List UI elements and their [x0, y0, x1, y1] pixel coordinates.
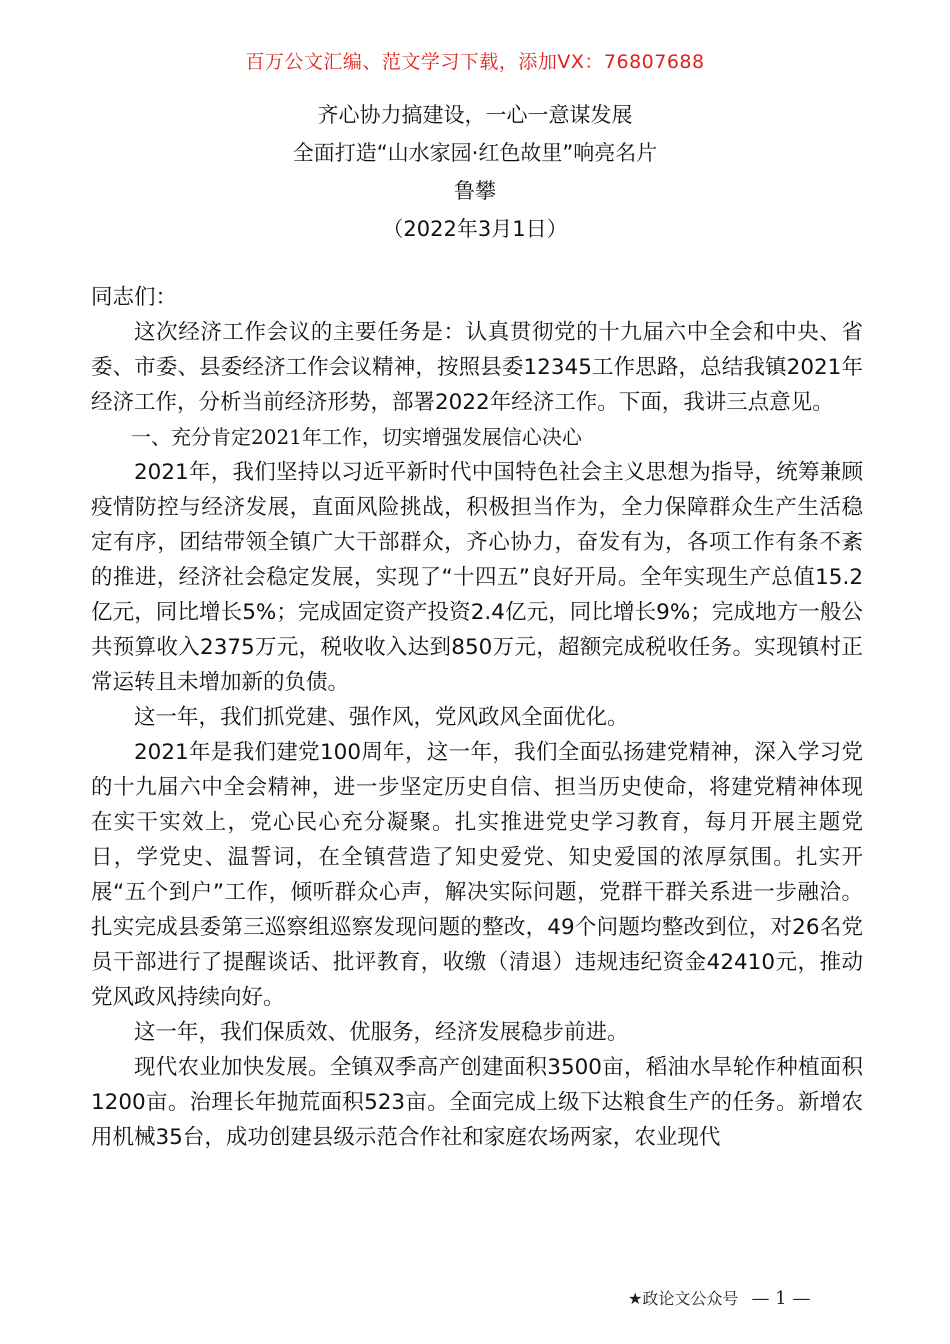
promo-banner: 百万公文汇编、范文学习下载，添加VX：76807688	[245, 51, 705, 73]
title-block	[0, 96, 950, 248]
paragraph-2021-summary: 2021年，我们坚持以习近平新时代中国特色社会主义思想为指导，统筹兼顾疫情防控与经济发展，直面风险挑战，积极担当作为，全力保障群众生产生活稳定有序，团结带领全镇广大干部群众，齐心协力，奋发有为，各项工作有条不紊的推进，经济社会稳定发展，实现了“十四五”良好开局。全年实现生产总值15.2亿元，同比增长5%；完成固定资产投资2.4亿元，同比增长9%；完成地方一般公共预算收入2375万元，税收收入达到850万元，超额完成税收任务。实现镇村正常运转且未增加新的负债。	[91, 460, 863, 695]
title-line-1: 齐心协力搞建设，一心一意谋发展	[317, 103, 633, 127]
title-line-2: 全面打造“山水家园·红色故里”响亮名片	[292, 141, 658, 165]
salutation: 同志们：	[91, 285, 178, 310]
paragraph-agriculture: 现代农业加快发展。全镇双季高产创建面积3500亩，稻油水旱轮作种植面积1200亩。治理长年抛荒面积523亩。全面完成上级下达粮食生产的任务。新增农用机械35台，成功创建县级示范合作社和家庭农场两家，农业现代	[91, 1055, 863, 1150]
section-heading-1: 一、充分肯定2021年工作，切实增强发展信心决心	[131, 425, 582, 449]
paragraph-intro: 这次经济工作会议的主要任务是：认真贯彻党的十九届六中全会和中央、省委、市委、县委经济工作会议精神，按照县委12345工作思路，总结我镇2021年经济工作，分析当前经济形势，部署2022年经济工作。下面，我讲三点意见。	[91, 320, 863, 415]
page-number: — 1 —	[751, 1288, 811, 1309]
body-text	[91, 280, 863, 1155]
paragraph-economy-lead: 这一年，我们保质效、优服务，经济发展稳步前进。	[134, 1020, 629, 1045]
paragraph-party-building: 2021年是我们建党100周年，这一年，我们全面弘扬建党精神，深入学习党的十九届六中全会精神，进一步坚定历史自信、担当历史使命，将建党精神体现在实干实效上，党心民心充分凝聚。扎实推进党史学习教育，每月开展主题党日，学党史、温誓词，在全镇营造了知史爱党、知史爱国的浓厚氛围。扎实开展“五个到户”工作，倾听群众心声，解决实际问题，党群干群关系进一步融洽。扎实完成县委第三巡察组巡察发现问题的整改，49个问题均整改到位，对26名党员干部进行了提醒谈话、批评教育，收缴（清退）违规违纪资金42410元，推动党风政风持续向好。	[91, 740, 863, 1010]
page-footer	[628, 1286, 888, 1309]
paragraph-party-building-lead: 这一年，我们抓党建、强作风，党风政风全面优化。	[134, 705, 629, 730]
author-name: 鲁攀	[454, 179, 496, 203]
speech-date: （2022年3月1日）	[382, 217, 568, 241]
footer-source: ★政论文公众号	[628, 1289, 739, 1308]
